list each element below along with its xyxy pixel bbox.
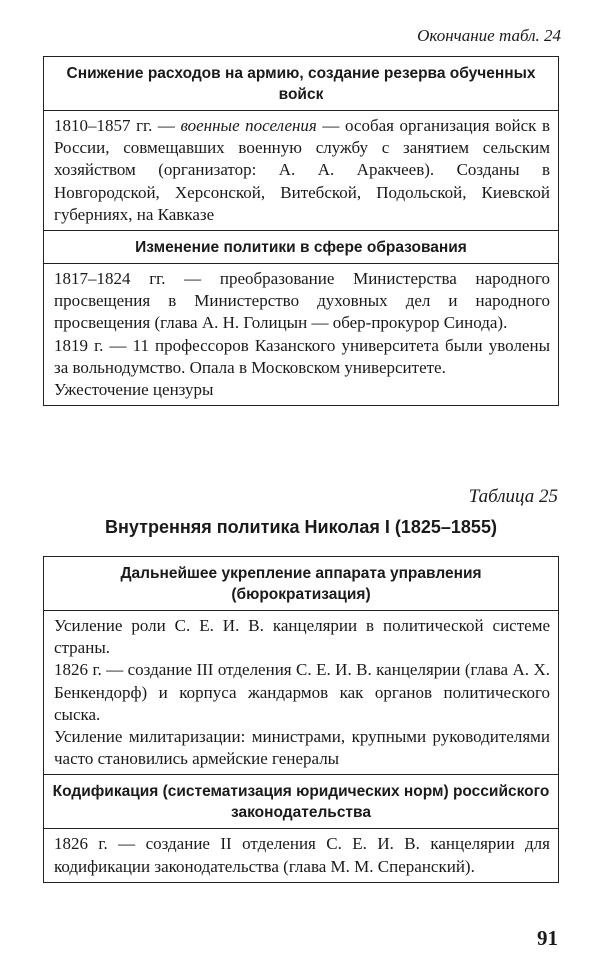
section-body-education [44,264,558,405]
table-25 [43,556,559,883]
paragraph: 1810–1857 гг. — военные поселения — особая организация войск в России, совмещавших военную службу с занятием сельским хозяйством (организатор: А. А. Аракчеев). Созданы в Новгородской, Херсонской, Витебской, Подольской, Киевской губерниях, на Кавказе [54,116,550,224]
paragraph: Усиление милитаризации: министрами, крупными руководителями часто становились армейские генералы [54,727,550,769]
paragraph: 1826 г. — создание II отделения С. Е. И. В. канцелярии для кодификации законодательства (глава М. М. Сперанский). [54,834,550,876]
paragraph: 1819 г. — 11 профессоров Казанского университета были уволены за вольнодумство. Опала в Московском университете. [54,335,550,377]
paragraph: Усиление роли С. Е. И. В. канцелярии в политической системе страны. [54,616,550,658]
paragraph: 1817–1824 гг. — преобразование Министерства народного просвещения в Министерство духовных дел и народного просвещения (глава А. Н. Голицын — обер-прокурор Синода). [54,269,550,333]
section-body-bureaucracy [44,611,558,775]
section-header-bureaucracy: Дальнейшее укрепление аппарата управления (бюрократизация) [44,557,558,611]
paragraph: Ужесточение цензуры [54,380,214,400]
page-number: 91 [537,926,558,950]
section-body-codification [44,829,558,881]
section-header-army: Снижение расходов на армию, создание резерва обученных войск [44,57,558,111]
emphasis-term: военные поселения [180,116,317,135]
paragraph: 1826 г. — создание III отделения С. Е. И. В. канцелярии (глава А. Х. Бенкендорф) и корпуса жандармов как органов политического сыска. [54,660,550,724]
section-body-army [44,111,558,231]
continuation-caption: Окончание табл. 24 [417,26,561,45]
table-title: Внутренняя политика Николая I (1825–1855) [105,517,497,537]
table-number: Таблица 25 [468,486,558,507]
section-header-codification: Кодификация (систематизация юридических норм) российского законодательства [44,775,558,829]
table-24 [43,56,559,406]
section-header-education: Изменение политики в сфере образования [44,231,558,264]
